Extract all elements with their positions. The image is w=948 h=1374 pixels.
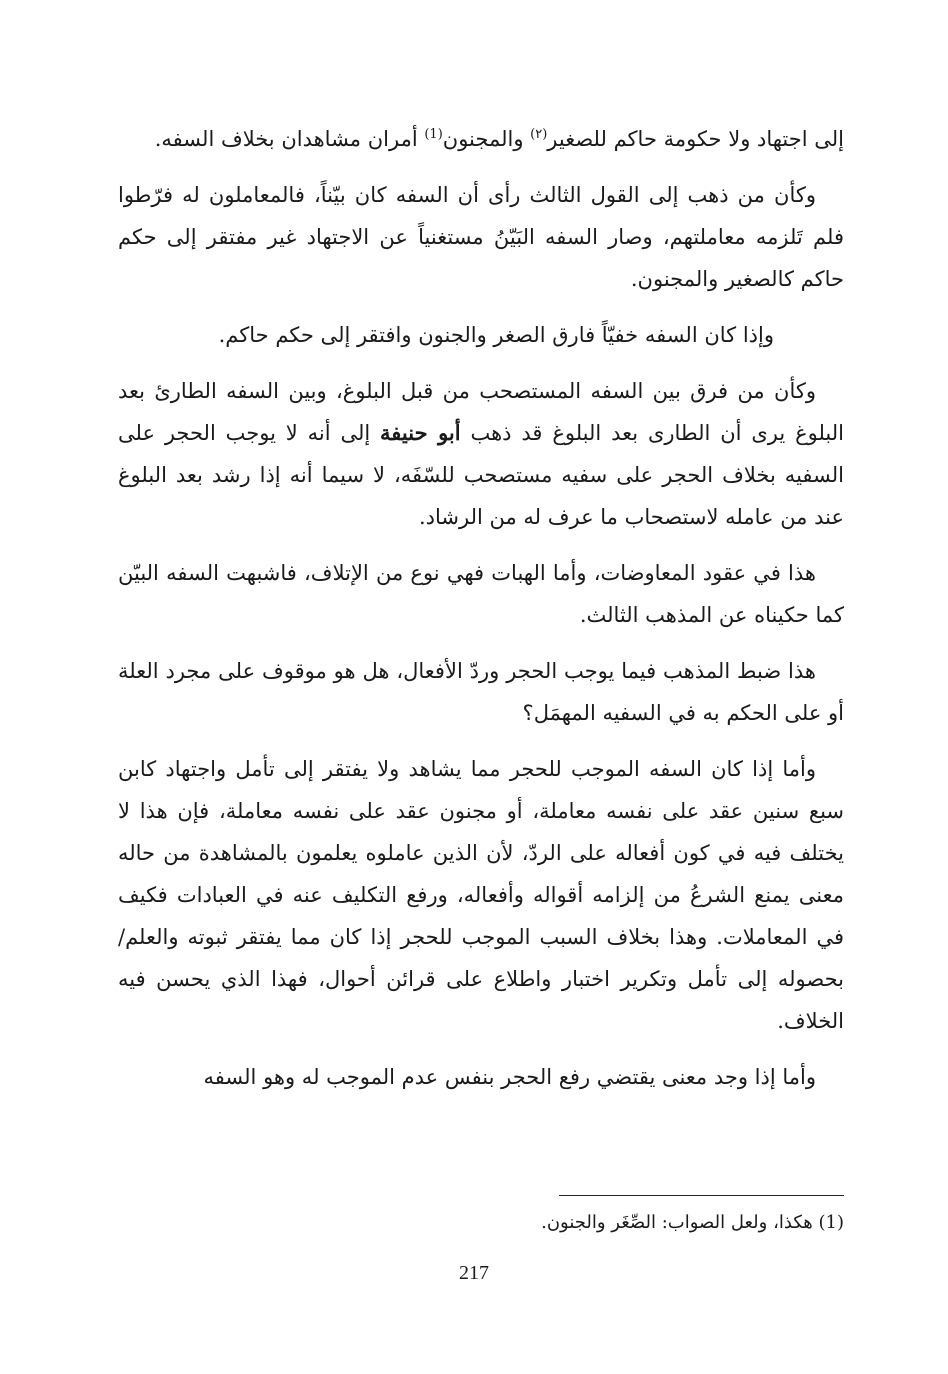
paragraph-4 — [118, 370, 844, 538]
footnote-ref-2[interactable]: (٢) — [530, 127, 548, 142]
paragraph-6: هذا ضبط المذهب فيما يوجب الحجر وردّ الأفعال، هل هو موقوف على مجرد العلة أو على الحكم به في السفيه المهمَل؟ — [118, 659, 844, 725]
paragraph-1-text-b: والمجنون — [442, 127, 531, 151]
paragraph-3: وإذا كان السفه خفيّاً فارق الصغر والجنون وافتقر إلى حكم حاكم. — [218, 323, 774, 347]
footnote-separator — [559, 1195, 844, 1196]
paragraph-1 — [118, 118, 844, 160]
paragraph-4-text-a: وكأن من فرق بين السفه المستصحب من قبل البلوغ، وبين السفه الطارئ بعد البلوغ يرى أن الطارى بعد البلوغ قد ذهب — [118, 379, 844, 445]
paragraph-1-text-a: إلى اجتهاد ولا حكومة حاكم للصغير — [547, 127, 844, 151]
paragraph-2: وكأن من ذهب إلى القول الثالث رأى أن السفه كان بيّناً، فالمعاملون له فرّطوا فلم تَلزمه معاملتهم، وصار السفه البَيّنُ مستغنياً عن الاجتهاد غير مفتقر إلى حكم حاكم كالصغير والمجنون. — [118, 183, 844, 291]
page-number: 217 — [459, 1262, 489, 1284]
paragraph-7: وأما إذا كان السفه الموجب للحجر مما يشاهد ولا يفتقر إلى تأمل واجتهاد كابن سبع سنين عقد على نفسه معاملة، أو مجنون عقد على نفسه معاملة، فإن هذا لا يختلف فيه في كون أفعاله على الردّ، لأن الذين عاملوه يعلمون بالمشاهدة من حاله معنى يمنع الشرعُ من إلزامه أقواله وأفعاله، ورفع التكليف عنه في العبادات فكيف في المعاملات. وهذا بخلاف السبب الموجب للحجر إذا كان مما يفتقر ثبوته والعلم/ بحصوله إلى تأمل وتكرير اختبار واطلاع على قرائن أحوال، فهذا الذي يحسن فيه الخلاف. — [118, 757, 844, 1033]
paragraph-4-text-b: إلى أنه لا يوجب الحجر على السفيه بخلاف الحجر على سفيه مستصحب للسّفَه، لا سيما أنه إذا رشد بعد البلوغ عند من عامله لاستصحاب ما عرف له من الرشاد. — [118, 421, 844, 529]
paragraph-8: وأما إذا وجد معنى يقتضي رفع الحجر بنفس عدم الموجب له وهو السفه — [203, 1065, 816, 1089]
footnote: (1) هكذا، ولعل الصواب: الصِّغَر والجنون. — [541, 1212, 844, 1233]
page-body — [118, 118, 844, 1098]
paragraph-5: هذا في عقود المعاوضات، وأما الهبات فهي نوع من الإتلاف، فاشبهت السفه البيّن كما حكيناه عن المذهب الثالث. — [118, 561, 844, 627]
footnote-ref-1[interactable]: (1) — [424, 127, 443, 142]
paragraph-1-text-c: أمران مشاهدان بخلاف السفه. — [154, 127, 425, 151]
author-name-bold: أبو حنيفة — [380, 420, 461, 445]
